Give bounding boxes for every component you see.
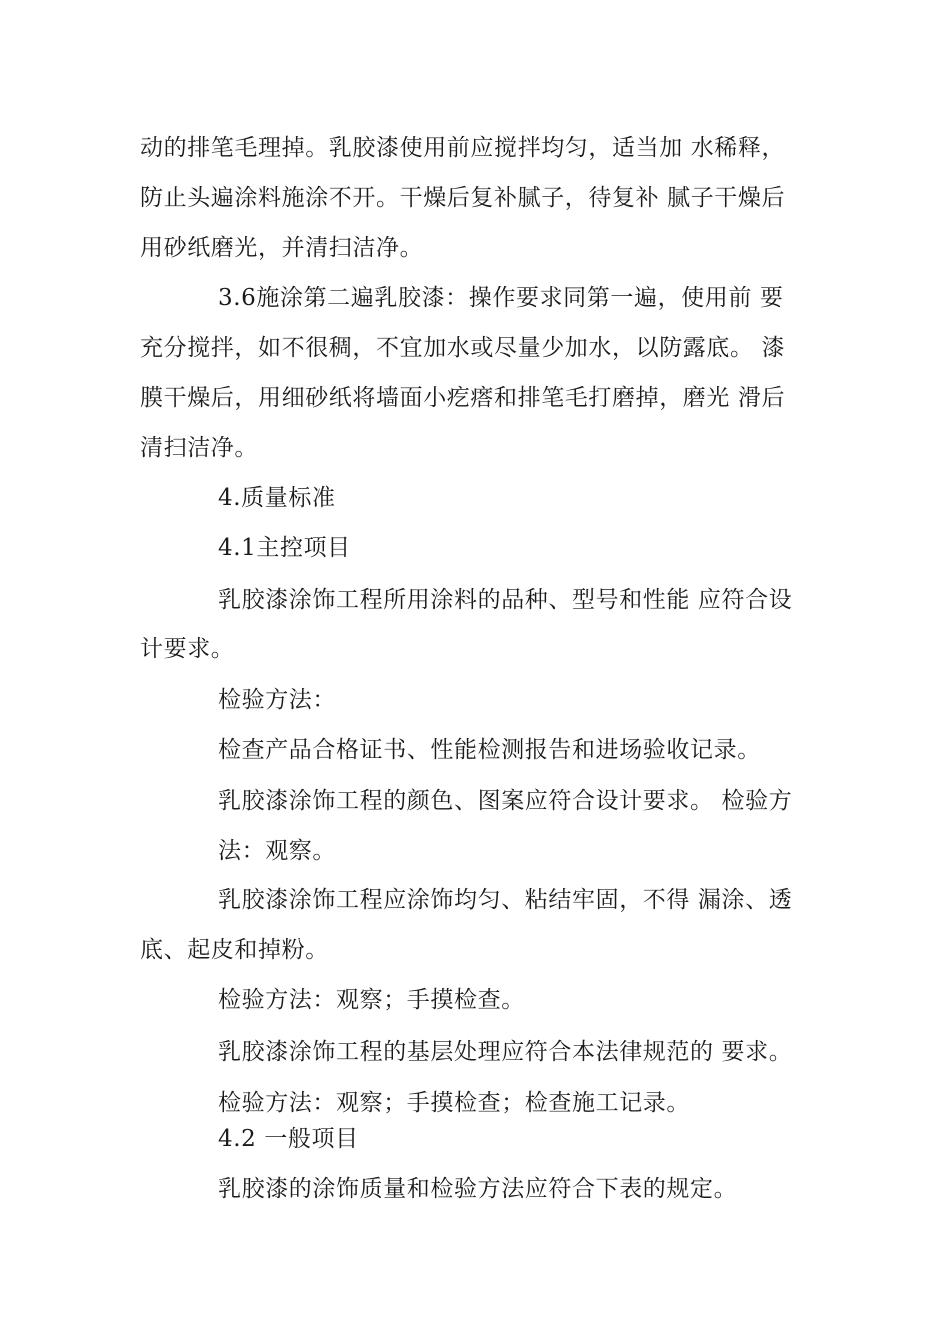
paragraph-line: 乳胶漆的涂饰质量和检验方法应符合下表的规定。	[218, 1176, 738, 1202]
paragraph-line: 膜干燥后，用细砂纸将墙面小疙瘩和排笔毛打磨掉，磨光 滑后	[140, 385, 786, 411]
section-heading-main-items: 4.1主控项目	[218, 535, 351, 561]
paragraph-line: 法：观察。	[218, 838, 336, 864]
inspection-method-line: 检验方法：观察；手摸检查；检查施工记录。	[218, 1090, 690, 1116]
paragraph-line: 乳胶漆涂饰工程的基层处理应符合本法律规范的 要求。	[218, 1039, 793, 1065]
paragraph-line: 乳胶漆涂饰工程应涂饰均匀、粘结牢固，不得 漏涂、透	[218, 887, 793, 913]
paragraph-line: 计要求。	[140, 636, 235, 662]
paragraph-line: 清扫洁净。	[140, 435, 258, 461]
section-3-6-line: 3.6施涂第二遍乳胶漆：操作要求同第一遍，使用前 要	[218, 285, 784, 311]
paragraph-line: 检查产品合格证书、性能检测报告和进场验收记录。	[218, 737, 761, 763]
inspection-method-label: 检验方法：	[218, 687, 336, 713]
paragraph-line: 乳胶漆涂饰工程所用涂料的品种、型号和性能 应符合设	[218, 587, 793, 613]
paragraph-line: 防止头遍涂料施涂不开。干燥后复补腻子，待复补 腻子干燥后	[140, 185, 786, 211]
paragraph-line: 充分搅拌，如不很稠，不宜加水或尽量少加水，以防露底。 漆	[140, 335, 786, 361]
section-heading-general-items: 4.2 一般项目	[218, 1126, 359, 1152]
paragraph-line: 乳胶漆涂饰工程的颜色、图案应符合设计要求。 检验方	[218, 788, 793, 814]
paragraph-line: 动的排笔毛理掉。乳胶漆使用前应搅拌均匀，适当加 水稀释，	[140, 135, 786, 161]
paragraph-line: 用砂纸磨光，并清扫洁净。	[140, 235, 424, 261]
section-heading-quality-standard: 4.质量标准	[218, 485, 336, 511]
paragraph-line: 底、起皮和掉粉。	[140, 937, 329, 963]
inspection-method-line: 检验方法：观察；手摸检查。	[218, 987, 525, 1013]
